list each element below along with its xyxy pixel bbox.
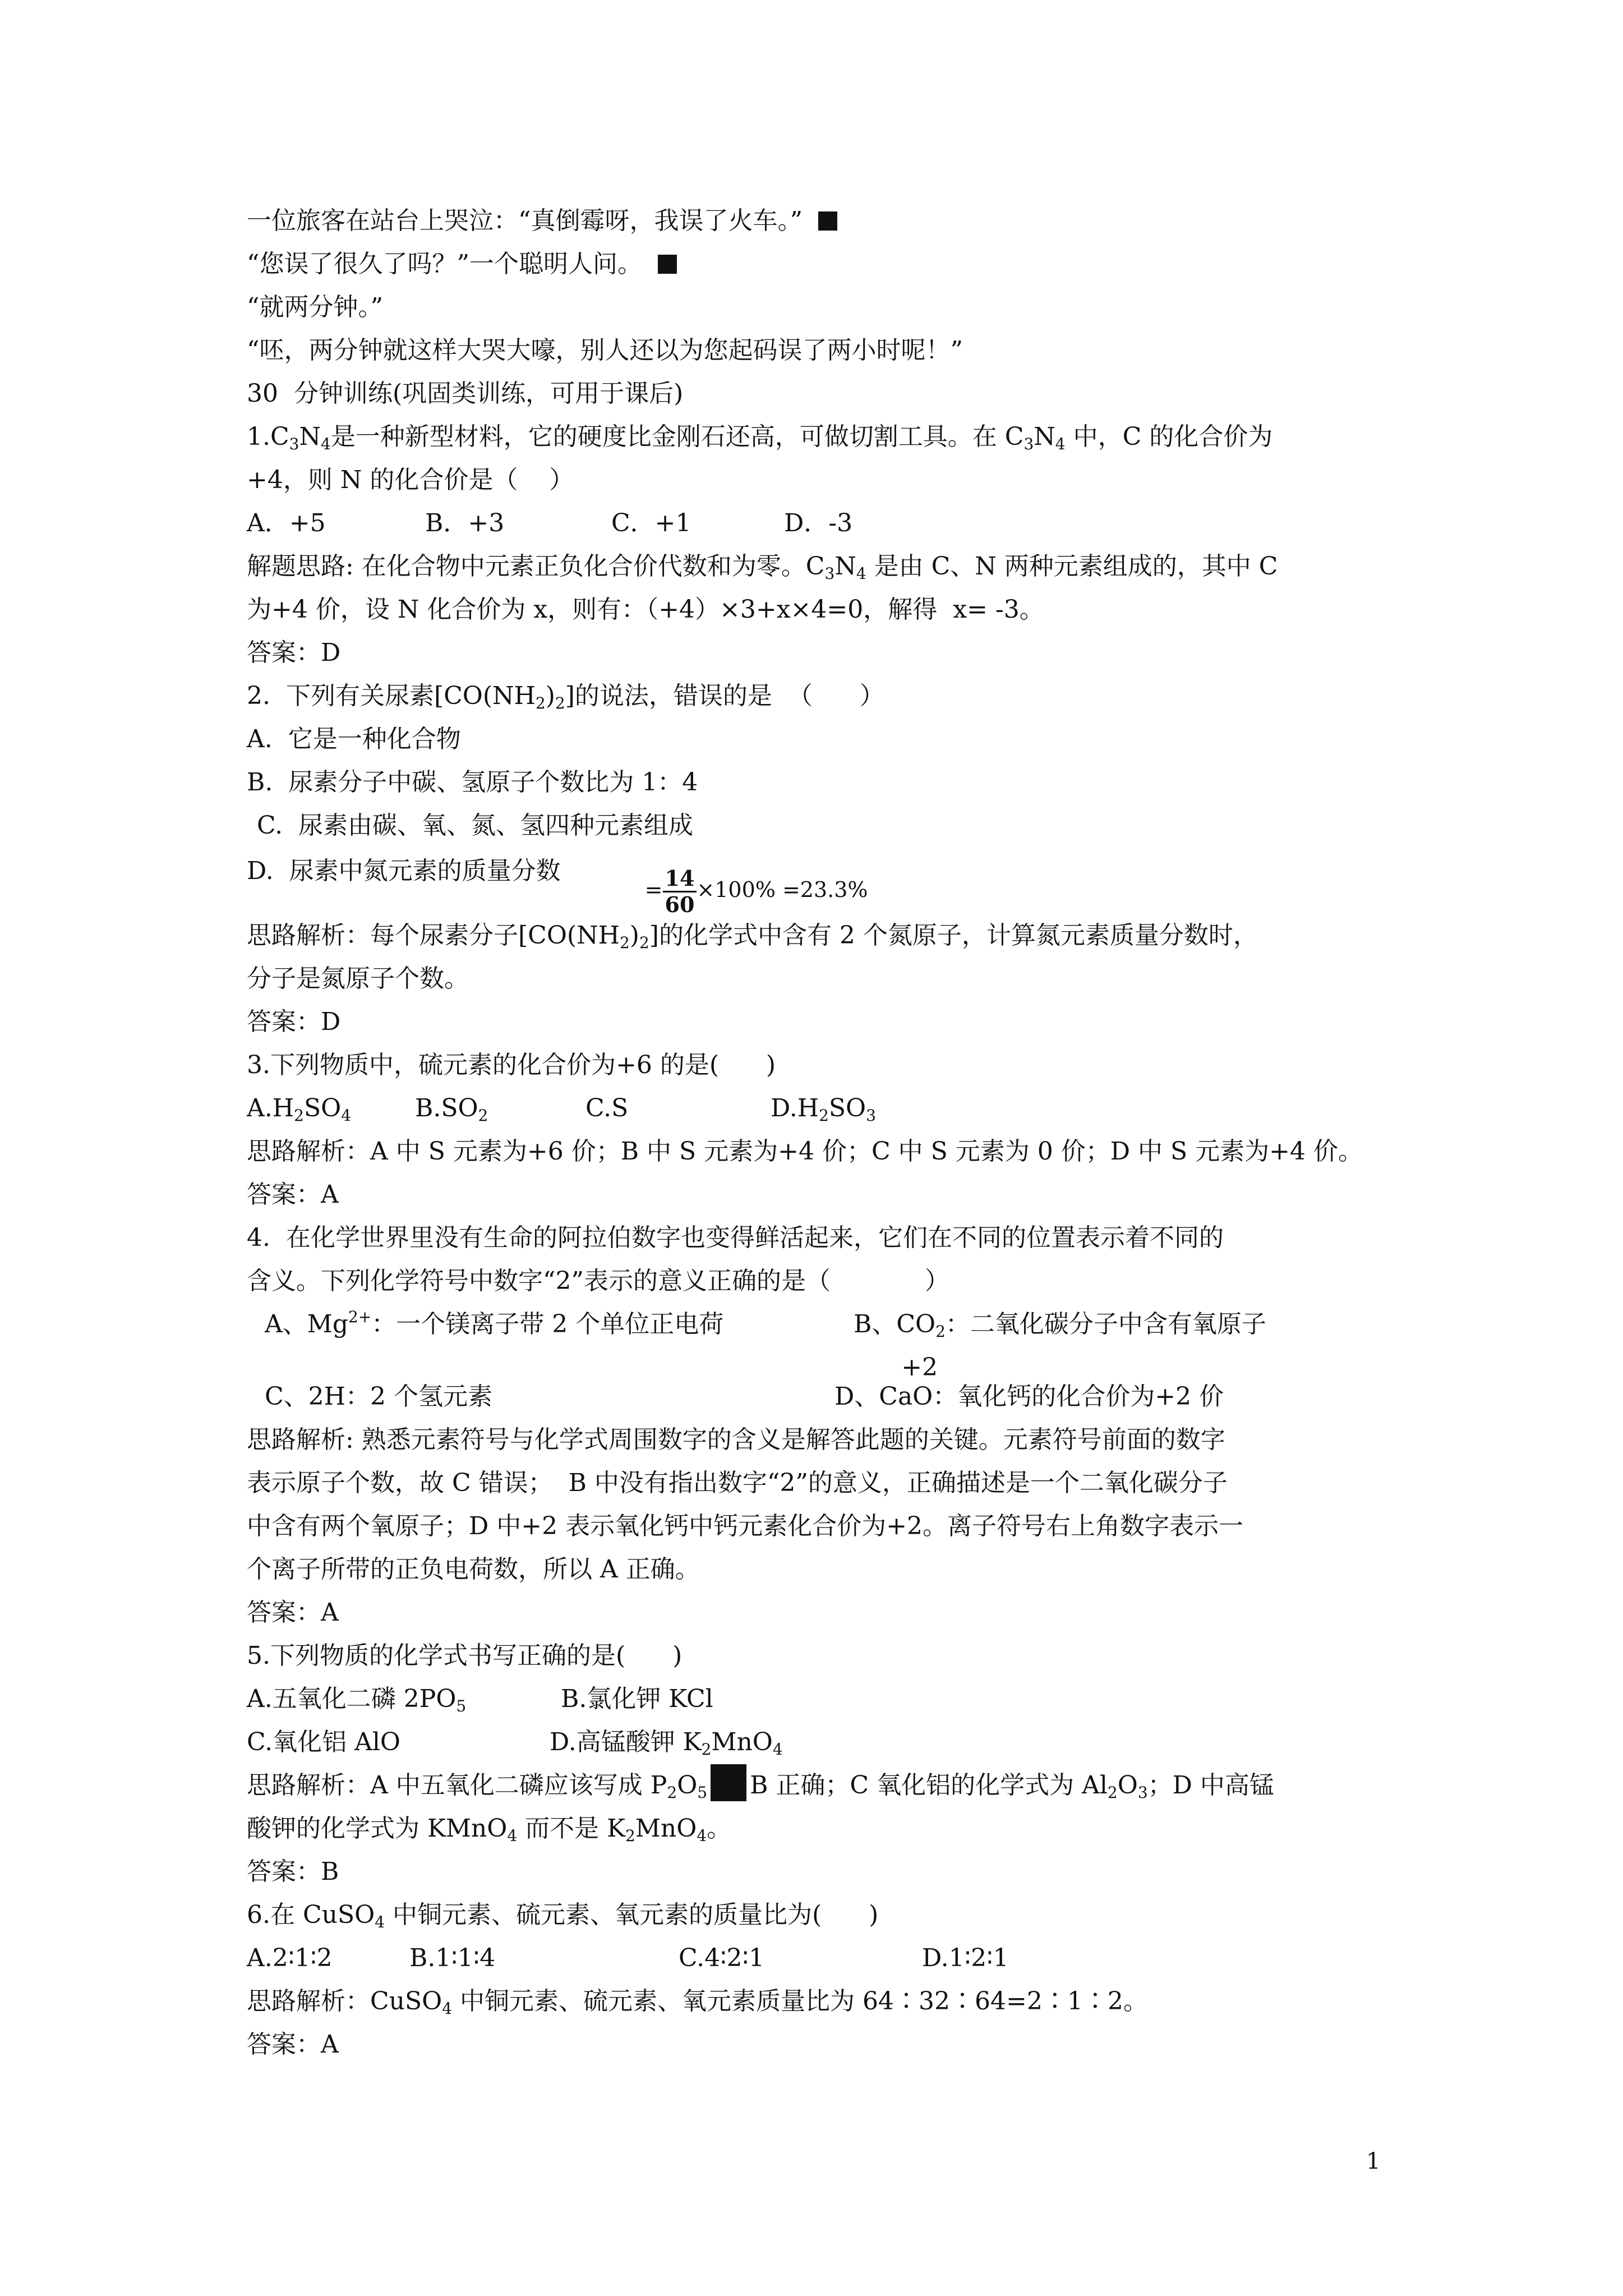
q2-analysis-line-2: 分子是氮原子个数。: [247, 964, 469, 993]
redaction-box-icon: [711, 1764, 746, 1801]
q4-answer: 答案：A: [247, 1598, 339, 1627]
q4-option-b: B、$CO_2$：二氧化碳分子中含有氧原子: [854, 1310, 1266, 1341]
q5-option-c: C.氧化铝 AlO: [247, 1728, 400, 1756]
q6-option-c: C.4∶2∶1: [679, 1944, 764, 1972]
q4-stem: 4. 在化学世界里没有生命的阿拉伯数字也变得鲜活起来，它们在不同的位置表示着不同的: [247, 1223, 1224, 1252]
q4-options-cd: [247, 1353, 1391, 1418]
q6-options: [247, 1936, 1391, 1980]
q5-option-a: A.五氧化二磷 $2PO_5$: [247, 1685, 467, 1715]
q5-analysis-line-2: 酸钾的化学式为 KMnO$_4$ 而不是 $K_2MnO_4$。: [247, 1814, 732, 1845]
black-square-icon: [818, 211, 837, 231]
q1-analysis: 解题思路: 在化合物中元素正负化合价代数和为零。$C_3N_4$ 是由 C、N 两种元素组成的，其中 C: [247, 552, 1278, 583]
q2-stem: 2. 下列有关尿素$[CO(NH_2)_2]$的说法，错误的是 （ ）: [247, 682, 884, 712]
q4-analysis-2: 表示原子个数，故 C 错误； B 中没有指出数字“2”的意义，正确描述是一个二氧化碳分子: [247, 1469, 1228, 1497]
q1-option-a: A．+5: [247, 509, 326, 537]
q6-answer: 答案：A: [247, 2030, 339, 2059]
q1-answer: 答案：D: [247, 638, 341, 667]
q3-options: [247, 1087, 1391, 1130]
story-line-4: “呸，两分钟就这样大哭大嚎，别人还以为您起码误了两小时呢！”: [247, 336, 963, 365]
section-title: 30 分钟训练(巩固类训练，可用于课后): [247, 379, 684, 408]
q5-option-d: D.高锰酸钾 $K_2MnO_4$: [550, 1728, 783, 1759]
q3-option-c: C.S: [585, 1094, 629, 1122]
q4-stem-line-2: 含义。下列化学符号中数字“2”表示的意义正确的是（ ）: [247, 1267, 949, 1295]
q4-option-d: D、 +2 CaO：氧化钙的化合价为+2 价: [834, 1353, 1224, 1411]
q1-stem-line-2: +4，则 N 的化合价是（ ）: [247, 466, 574, 494]
q1-option-d: D．-3: [784, 509, 853, 537]
spacer: [247, 1346, 1391, 1375]
q2-option-c: C. 尿素由碳、氧、氮、氢四种元素组成: [257, 811, 694, 840]
q1-option-b: B．+3: [425, 509, 505, 537]
q6-option-a: A.2∶1∶2: [247, 1944, 333, 1972]
q5-options-ab: [247, 1677, 1391, 1720]
q5-stem: 5.下列物质的化学式书写正确的是( ): [247, 1641, 683, 1670]
q2-analysis: 思路解析：每个尿素分子$[CO(NH_2)_2]$的化学式中含有 2 个氮原子，计算氮元素质量分数时，: [247, 921, 1258, 952]
q5-options-cd: [247, 1720, 1391, 1764]
q4-option-a: A、$Mg^{2+}$：一个镁离子带 2 个单位正电荷: [265, 1308, 724, 1338]
story-line-2: “您误了很久了吗？”一个聪明人问。: [247, 242, 1391, 286]
page-number: 1: [1366, 2148, 1381, 2174]
q3-stem: 3.下列物质中，硫元素的化合价为+6 的是( ): [247, 1051, 776, 1079]
q6-stem: 6.在 CuSO$_4$ 中铜元素、硫元素、氧元素的质量比为( ): [247, 1901, 879, 1931]
q2-option-a: A. 它是一种化合物: [247, 725, 461, 753]
q1-stem: $1.C_3N_4$是一种新型材料，它的硬度比金刚石还高，可做切割工具。在 $C_3N_4$ 中，C 的化合价为: [247, 422, 1273, 453]
q2-option-b: B. 尿素分子中碳、氢原子个数比为 1：4: [247, 768, 698, 797]
document-body: [247, 199, 1391, 2066]
q2-option-d: D. 尿素中氮元素的质量分数= $\frac{14}{60}$ ×100% =23.3%: [247, 857, 868, 917]
q3-option-b: $B.SO_2$: [415, 1094, 488, 1125]
q5-option-b: B.氯化钾 KCl: [561, 1685, 713, 1713]
mass-fraction-formula: = $\frac{14}{60}$ ×100% =23.3%: [644, 866, 868, 917]
q6-option-d: D.1∶2∶1: [922, 1944, 1009, 1972]
q6-analysis: 思路解析：CuSO$_4$ 中铜元素、硫元素、氧元素质量比为 64∶32∶64=2∶1∶2。: [247, 1987, 1148, 2018]
q5-answer: 答案：B: [247, 1857, 339, 1886]
q1-option-c: C．+1: [611, 509, 691, 537]
q1-options: [247, 501, 1391, 545]
story-line-1: 一位旅客在站台上哭泣：“真倒霉呀，我误了火车。”: [247, 199, 1391, 242]
q3-option-a: $A.H_2SO_4$: [247, 1094, 352, 1125]
q4-analysis-3: 中含有两个氧原子；D 中+2 表示氧化钙中钙元素化合价为+2。离子符号右上角数字表示一: [247, 1512, 1243, 1540]
q3-option-d: $D.H_2SO_3$: [771, 1094, 876, 1125]
q4-options-ab: [247, 1303, 1391, 1346]
q6-option-b: B.1∶1∶4: [409, 1944, 496, 1972]
q4-option-c: C、2H：2 个氢元素: [265, 1382, 493, 1411]
q4-analysis-4: 个离子所带的正负电荷数，所以 A 正确。: [247, 1555, 700, 1584]
q4-analysis-1: 思路解析: 熟悉元素符号与化学式周围数字的含义是解答此题的关键。元素符号前面的数字: [247, 1425, 1225, 1454]
black-square-icon: [658, 255, 677, 274]
q3-analysis: 思路解析：A 中 S 元素为+6 价；B 中 S 元素为+4 价；C 中 S 元素为 0 价；D 中 S 元素为+4 价。: [247, 1137, 1363, 1166]
q5-analysis: 思路解析：A 中五氧化二磷应该写成 $P_2O_5$ B 正确；C 氧化铝的化学式为 $Al_2O_3$；D 中高锰: [247, 1764, 1391, 1807]
q2-answer: 答案：D: [247, 1007, 341, 1036]
q3-answer: 答案：A: [247, 1180, 339, 1209]
story-line-3: “就两分钟。”: [247, 293, 383, 321]
q1-analysis-line-2: 为+4 价，设 N 化合价为 x，则有：（+4）×3+x×4=0，解得 x= -3。: [247, 595, 1044, 624]
